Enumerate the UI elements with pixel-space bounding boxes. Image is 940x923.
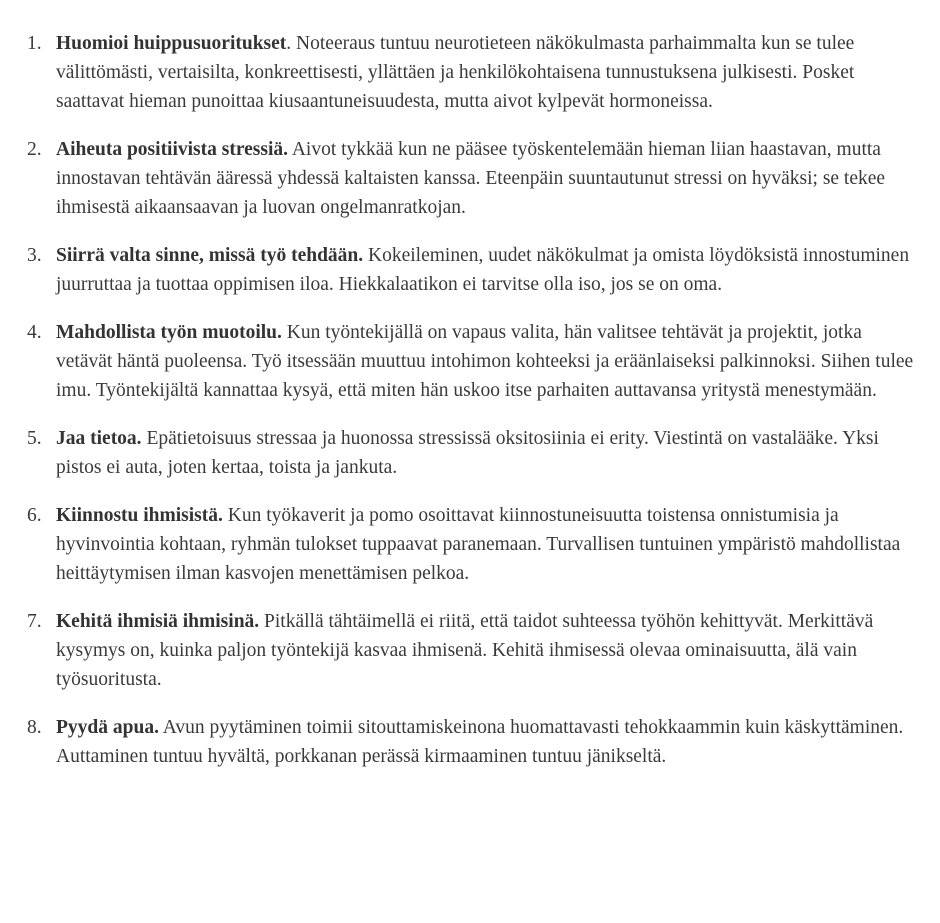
list-item-7 — [27, 607, 920, 694]
item-title: Kehitä ihmisiä ihmisinä. — [56, 611, 260, 632]
list-item-6 — [27, 501, 920, 588]
item-title: Huomioi huippusuoritukset — [56, 33, 287, 54]
item-number: 7. — [27, 611, 42, 632]
item-text: Pitkällä tähtäimellä ei riitä, että taidot suhteessa työhön kehittyvät. Merkittävä kysymys on, kuinka paljon työntekijä kasvaa ihmisenä. Kehitä ihmisessä olevaa ominaisuutta, älä vain työsuoritusta. — [56, 611, 874, 690]
item-title: Siirrä valta sinne, missä työ tehdään. — [56, 245, 364, 266]
item-number: 3. — [27, 245, 42, 266]
item-number: 5. — [27, 428, 42, 449]
item-text: Kun työntekijällä on vapaus valita, hän valitsee tehtävät ja projektit, jotka vetävät häntä puoleensa. Työ itsessään muuttuu intohimon kohteeksi ja eräänlaiseksi palkinnoksi. Siihen tulee imu. Työntekijältä kannattaa kysyä, että miten hän uskoo itse parhaiten auttavansa yritystä menestymään. — [56, 322, 914, 401]
item-number: 1. — [27, 33, 42, 54]
item-text: Epätietoisuus stressaa ja huonossa stressissä oksitosiinia ei erity. Viestintä on vastalääke. Yksi pistos ei auta, joten kertaa, toista ja jankuta. — [56, 428, 879, 478]
list-item-1 — [27, 29, 920, 116]
list-item-5 — [27, 424, 920, 482]
item-number: 6. — [27, 505, 42, 526]
item-text: Kokeileminen, uudet näkökulmat ja omista löydöksistä innostuminen juurruttaa ja tuottaa oppimisen iloa. Hiekkalaatikon ei tarvitse olla iso, jos se on oma. — [56, 245, 910, 295]
item-text: Kun työkaverit ja pomo osoittavat kiinnostuneisuutta toistensa onnistumisia ja hyvinvointia kohtaan, ryhmän tulokset tuppaavat paranemaan. Turvallisen tuntuinen ympäristö mahdollistaa heittäytymisen ilman kasvojen menettämisen pelkoa. — [56, 505, 901, 584]
list-item-4 — [27, 318, 920, 405]
list-item-3 — [27, 241, 920, 299]
item-text: Aivot tykkää kun ne pääsee työskentelemään hieman liian haastavan, mutta innostavan tehtävän ääressä yhdessä kaltaisten kanssa. Eteenpäin suuntautunut stressi on hyväksi; se tekee ihmisestä aikaansaavan ja luovan ongelmanratkojan. — [56, 139, 886, 218]
item-title: Kiinnostu ihmisistä. — [56, 505, 223, 526]
item-title: Pyydä apua. — [56, 717, 159, 738]
item-title: Aiheuta positiivista stressiä. — [56, 139, 289, 160]
item-title: Jaa tietoa. — [56, 428, 142, 449]
list-item-2 — [27, 135, 920, 222]
item-number: 8. — [27, 717, 42, 738]
item-text: Avun pyytäminen toimii sitouttamiskeinona huomattavasti tehokkaammin kuin käskyttäminen. Auttaminen tuntuu hyvältä, porkkanan perässä kirmaaminen tuntuu jänikseltä. — [56, 717, 904, 767]
item-number: 4. — [27, 322, 42, 343]
item-text: . Noteeraus tuntuu neurotieteen näkökulmasta parhaimmalta kun se tulee välittömästi, vertaisilta, konkreettisesti, yllättäen ja henkilökohtaisena tunnustuksena julkisesti. Posket saattavat hieman punoittaa kiusaantuneisuudesta, mutta aivot kylpevät hormoneissa. — [56, 33, 855, 112]
list-item-8 — [27, 713, 920, 771]
item-number: 2. — [27, 139, 42, 160]
item-title: Mahdollista työn muotoilu. — [56, 322, 282, 343]
